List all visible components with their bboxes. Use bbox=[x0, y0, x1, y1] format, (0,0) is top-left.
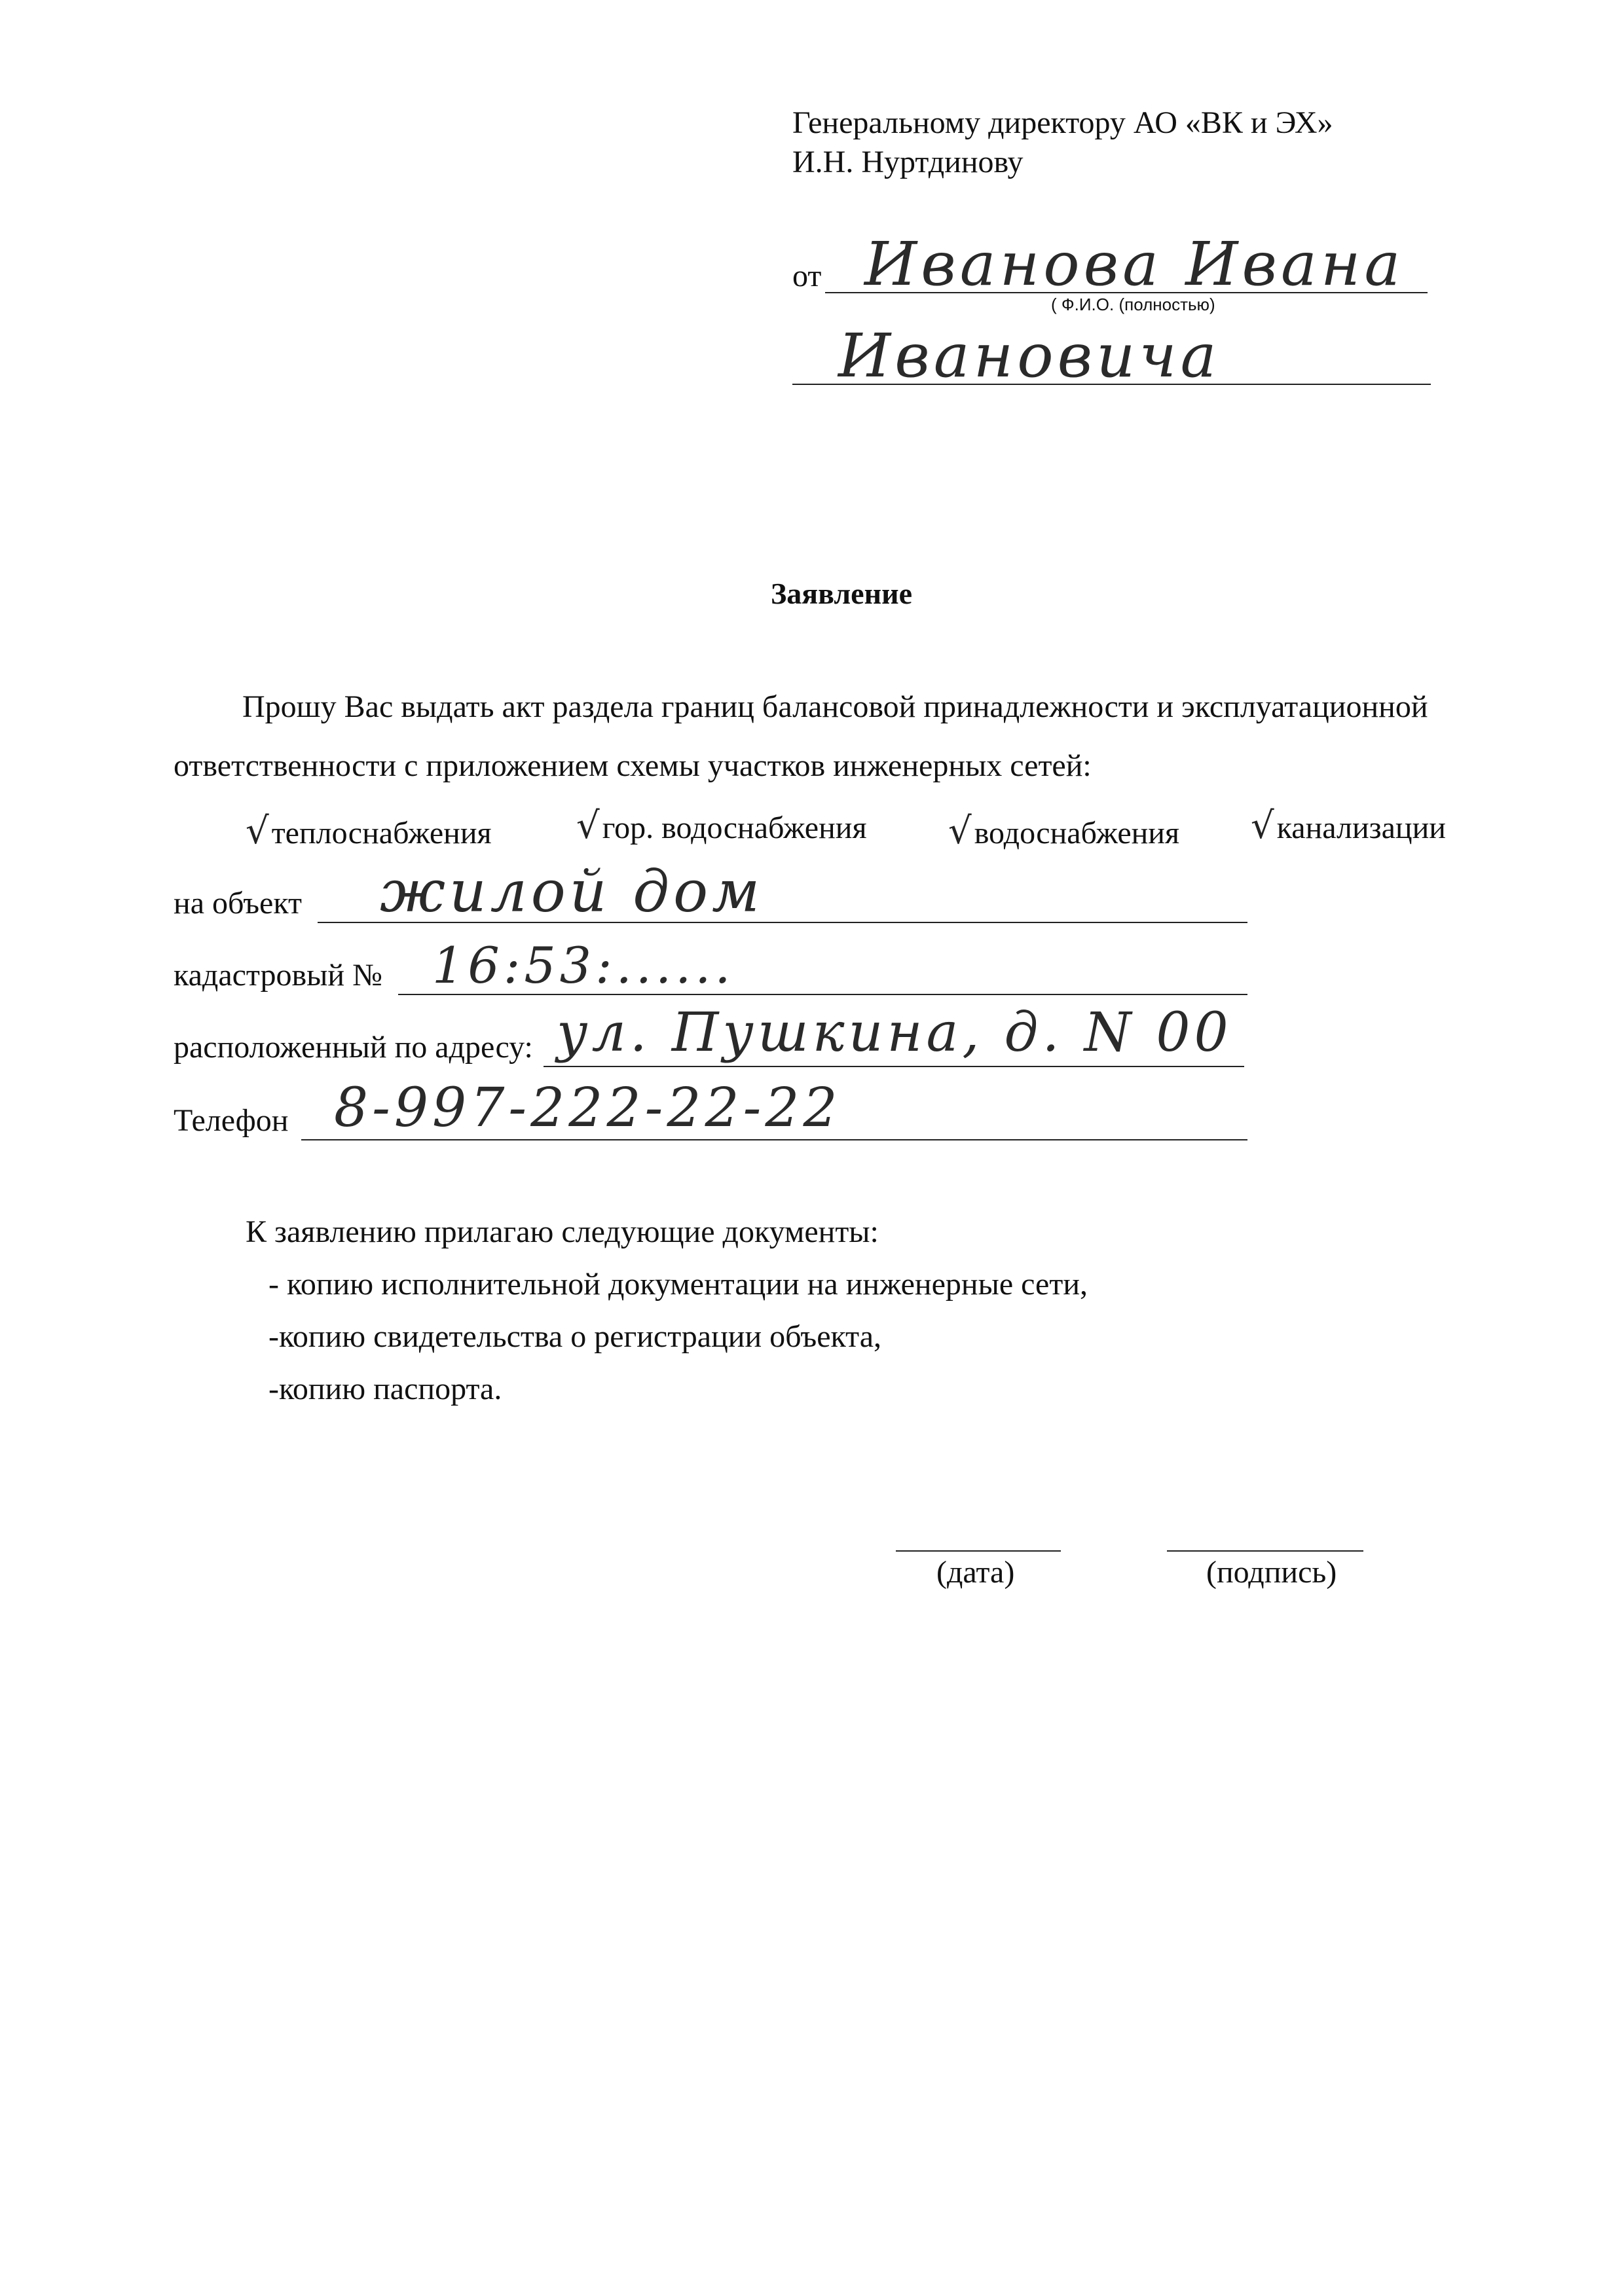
check-label: теплоснабжения bbox=[271, 816, 492, 850]
check-label: водоснабжения bbox=[974, 816, 1180, 850]
check-item-heating bbox=[246, 812, 492, 853]
address-handwritten-value: ул. Пушкина, д. N 00 bbox=[557, 1002, 1232, 1064]
object-handwritten-value: жилой дом bbox=[380, 858, 764, 925]
attachments-intro: К заявлению прилагаю следующие документы: bbox=[246, 1214, 879, 1249]
from-handwritten-name: Иванова Ивана bbox=[864, 229, 1405, 299]
check-item-water bbox=[948, 812, 1179, 853]
check-label: канализации bbox=[1276, 811, 1446, 845]
from-label: от bbox=[792, 259, 822, 293]
cadastral-underline bbox=[398, 994, 1247, 995]
checkmark-icon: √ bbox=[1251, 805, 1274, 847]
check-label: гор. водоснабжения bbox=[602, 811, 867, 845]
checkmark-icon: √ bbox=[246, 810, 269, 852]
request-paragraph-line-2: ответственности с приложением схемы участков инженерных сетей: bbox=[174, 748, 1092, 783]
date-line bbox=[896, 1550, 1061, 1552]
from-underline-2 bbox=[792, 384, 1431, 385]
check-item-hot-water bbox=[576, 807, 867, 848]
document-title: Заявление bbox=[770, 577, 913, 610]
checkmark-icon: √ bbox=[576, 805, 600, 847]
phone-label: Телефон bbox=[174, 1103, 289, 1138]
attachment-item: -копию свидетельства о регистрации объекта, bbox=[268, 1319, 882, 1354]
cadastral-handwritten-value: 16:53:...... bbox=[432, 936, 735, 994]
phone-underline bbox=[301, 1139, 1247, 1140]
attachment-item: - копию исполнительной документации на инженерные сети, bbox=[268, 1267, 1088, 1302]
fio-hint: ( Ф.И.О. (полностью) bbox=[1051, 295, 1215, 314]
phone-handwritten-value: 8-997-222-22-22 bbox=[334, 1077, 841, 1139]
checkmark-icon: √ bbox=[948, 810, 972, 852]
attachment-item: -копию паспорта. bbox=[268, 1372, 502, 1406]
request-paragraph-line-1: Прошу Вас выдать акт раздела границ балансовой принадлежности и эксплуатационной bbox=[242, 689, 1428, 724]
recipient-line-1: Генеральному директору АО «ВК и ЭХ» bbox=[792, 105, 1333, 140]
recipient-line-2: И.Н. Нуртдинову bbox=[792, 145, 1024, 179]
cadastral-label: кадастровый № bbox=[174, 958, 382, 993]
object-label: на объект bbox=[174, 886, 303, 920]
from-underline bbox=[825, 292, 1428, 293]
address-underline bbox=[544, 1066, 1244, 1067]
date-label: (дата) bbox=[936, 1555, 1015, 1590]
signature-line bbox=[1167, 1550, 1363, 1552]
from-handwritten-patronymic: Ивановича bbox=[838, 321, 1221, 391]
check-item-sewerage bbox=[1251, 807, 1446, 848]
address-label: расположенный по адресу: bbox=[174, 1030, 533, 1065]
signature-label: (подпись) bbox=[1206, 1555, 1337, 1590]
object-underline bbox=[318, 922, 1247, 923]
